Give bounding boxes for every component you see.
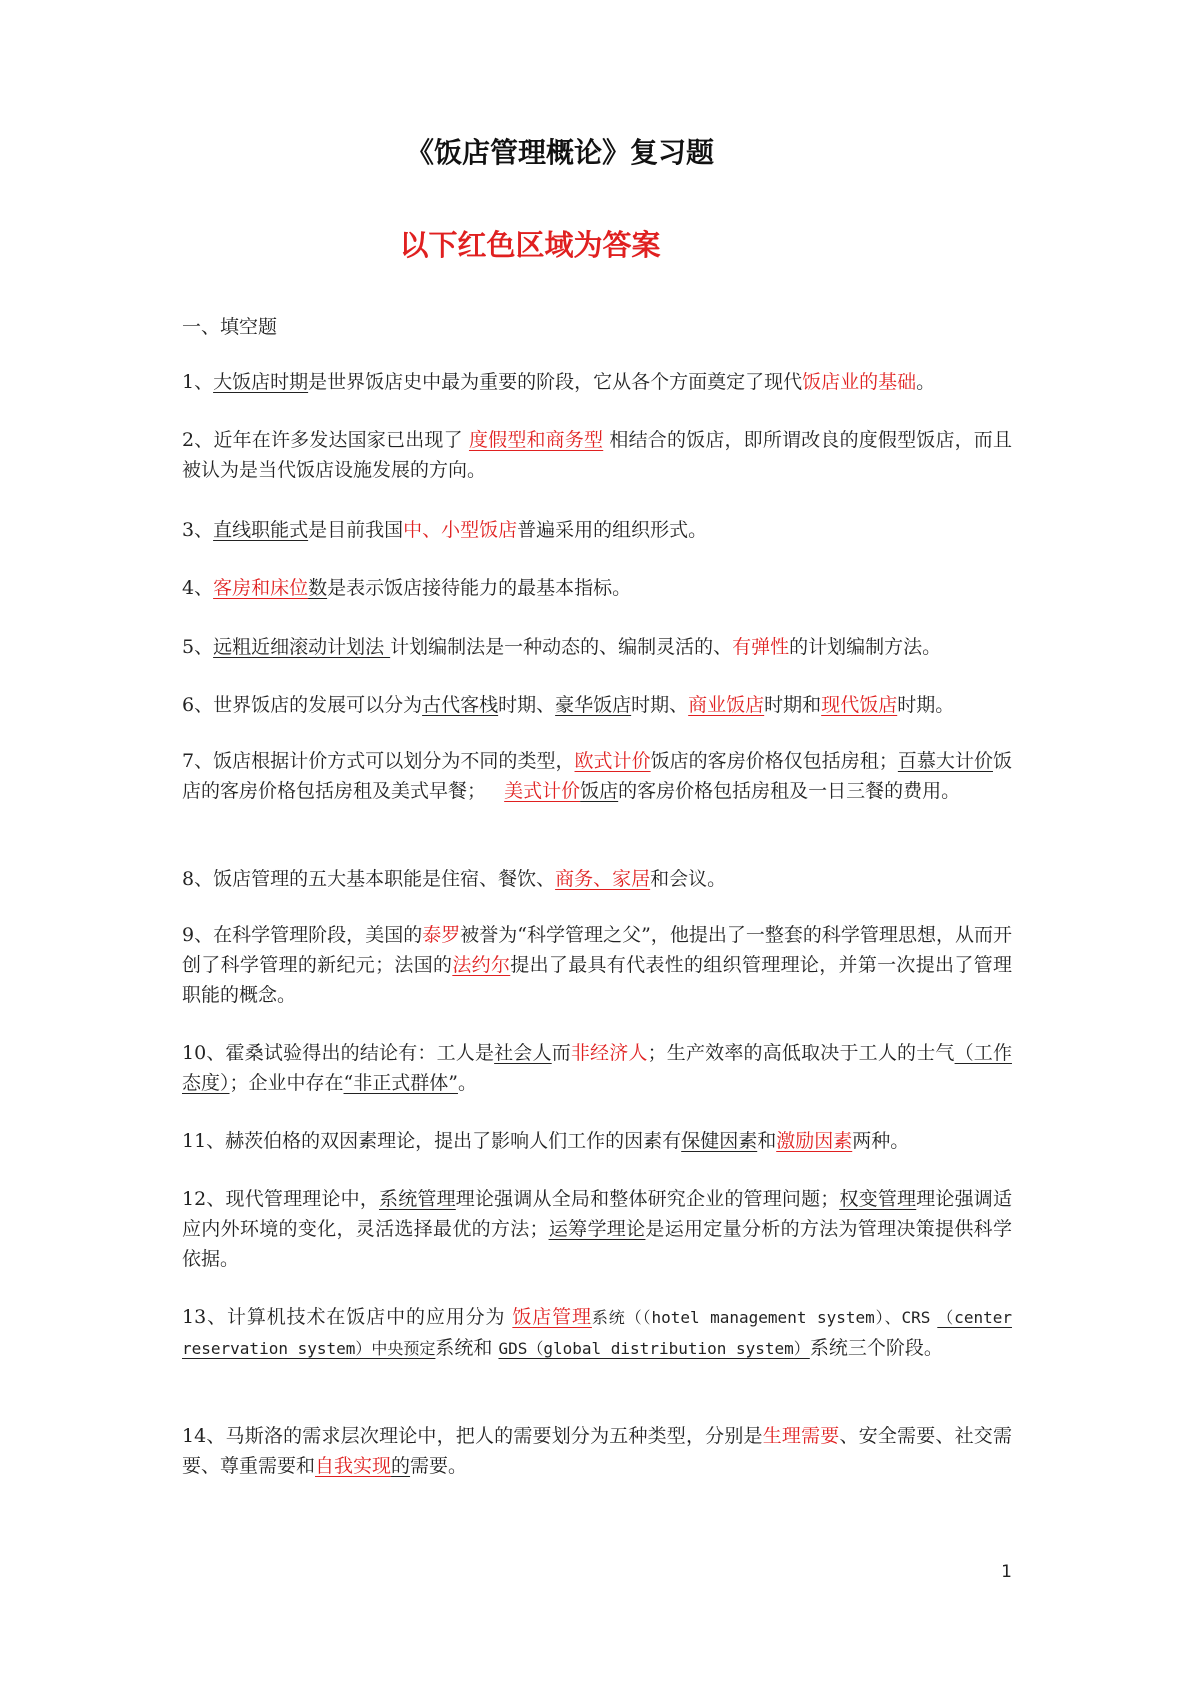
question-13: 13、计算机技术在饭店中的应用分为 饭店管理系统（（hotel management system）、CRS （center reservation system）中央预定系统和 GDS（global distribution system）系统三个阶段。 bbox=[182, 1306, 1012, 1359]
question-10: 10、霍桑试验得出的结论有：工人是社会人而非经济人；生产效率的高低取决于工人的士气（工作态度）；企业中存在“非正式群体”。 bbox=[182, 1042, 1012, 1094]
question-12: 12、现代管理理论中，系统管理理论强调从全局和整体研究企业的管理问题；权变管理理论强调适应内外环境的变化，灵活选择最优的方法；运筹学理论是运用定量分析的方法为管理决策提供科学依据。 bbox=[182, 1188, 1012, 1270]
answer-blank: 法约尔 bbox=[452, 954, 511, 976]
answer-blank: 现代饭店 bbox=[821, 694, 898, 716]
answer-note: 以下红色区域为答案 bbox=[399, 228, 661, 262]
answer-blank: 中、小型饭店 bbox=[403, 519, 518, 541]
answer-blank: 饭店管理 bbox=[512, 1306, 592, 1328]
answer-blank: 百慕大计价 bbox=[897, 750, 993, 772]
answer-blank: 保健因素 bbox=[681, 1130, 758, 1152]
answer-blank: （center reservation system）中央预定 bbox=[182, 1308, 1012, 1358]
answer-blank: 远粗近细滚动计划法 bbox=[213, 636, 391, 658]
answer-blank: （工作态度） bbox=[182, 1042, 1012, 1094]
answer-blank: 大饭店时期 bbox=[213, 371, 309, 393]
answer-blank: 权变管理 bbox=[839, 1188, 917, 1210]
answer-blank: 非经济人 bbox=[570, 1042, 648, 1064]
page-number: 1 bbox=[1001, 1562, 1012, 1582]
answer-blank: GDS（global distribution system） bbox=[498, 1339, 810, 1358]
question-6: 6、世界饭店的发展可以分为古代客栈时期、豪华饭店时期、商业饭店时期和现代饭店时期。 bbox=[182, 694, 955, 716]
answer-blank: 系统管理 bbox=[379, 1188, 456, 1210]
question-3: 3、直线职能式是目前我国中、小型饭店普遍采用的组织形式。 bbox=[182, 519, 708, 541]
answer-blank: 豪华饭店 bbox=[555, 694, 632, 716]
section-heading: 一、填空题 bbox=[182, 316, 278, 338]
answer-blank: 直线职能式 bbox=[213, 519, 309, 541]
answer-blank: 社会人 bbox=[494, 1042, 552, 1064]
question-4: 4、客房和床位数是表示饭店接待能力的最基本指标。 bbox=[182, 577, 632, 599]
answer-blank: 饭店业的基础 bbox=[802, 371, 917, 393]
question-2: 2、近年在许多发达国家已出现了 度假型和商务型 相结合的饭店，即所谓改良的度假型饭店，而且被认为是当代饭店设施发展的方向。 bbox=[182, 429, 1012, 481]
answer-blank: 客房和床位 bbox=[213, 577, 309, 599]
answer-blank: “非正式群体” bbox=[343, 1072, 458, 1094]
answer-blank: 美式计价 bbox=[504, 780, 581, 802]
question-14: 14、马斯洛的需求层次理论中，把人的需要划分为五种类型，分别是生理需要、安全需要、社交需要、尊重需要和自我实现的需要。 bbox=[182, 1425, 1012, 1477]
answer-blank: 度假型和商务型 bbox=[468, 429, 604, 451]
question-5: 5、远粗近细滚动计划法 计划编制法是一种动态的、编制灵活的、有弹性的计划编制方法。 bbox=[182, 636, 942, 658]
answer-blank: 古代客栈 bbox=[422, 694, 499, 716]
document-title: 《饭店管理概论》复习题 bbox=[405, 136, 714, 169]
question-11: 11、赫茨伯格的双因素理论，提出了影响人们工作的因素有保健因素和激励因素两种。 bbox=[182, 1130, 910, 1152]
answer-blank: 生理需要 bbox=[762, 1425, 840, 1447]
answer-blank: 商务、家居 bbox=[555, 868, 651, 890]
question-1: 1、大饭店时期是世界饭店史中最为重要的阶段，它从各个方面奠定了现代饭店业的基础。 bbox=[182, 371, 936, 393]
answer-blank: 激励因素 bbox=[776, 1130, 853, 1152]
answer-blank: 有弹性 bbox=[732, 636, 790, 658]
answer-blank: 商业饭店 bbox=[688, 694, 765, 716]
answer-blank: 欧式计价 bbox=[574, 750, 651, 772]
answer-blank: 运筹学理论 bbox=[548, 1218, 646, 1240]
question-9: 9、在科学管理阶段，美国的泰罗被誉为“科学管理之父”，他提出了一整套的科学管理思想，从而开创了科学管理的新纪元；法国的法约尔提出了最具有代表性的组织管理理论，并第一次提出了管理职能的概念。 bbox=[182, 924, 1012, 1006]
question-7: 7、饭店根据计价方式可以划分为不同的类型，欧式计价饭店的客房价格仅包括房租；百慕大计价饭店的客房价格包括房租及美式早餐； 美式计价饭店的客房价格包括房租及一日三餐的费用。 bbox=[182, 750, 1012, 802]
answer-blank: 泰罗 bbox=[422, 924, 461, 946]
answer-blank: 自我实现 bbox=[315, 1455, 392, 1477]
question-8: 8、饭店管理的五大基本职能是住宿、餐饮、商务、家居和会议。 bbox=[182, 868, 727, 890]
